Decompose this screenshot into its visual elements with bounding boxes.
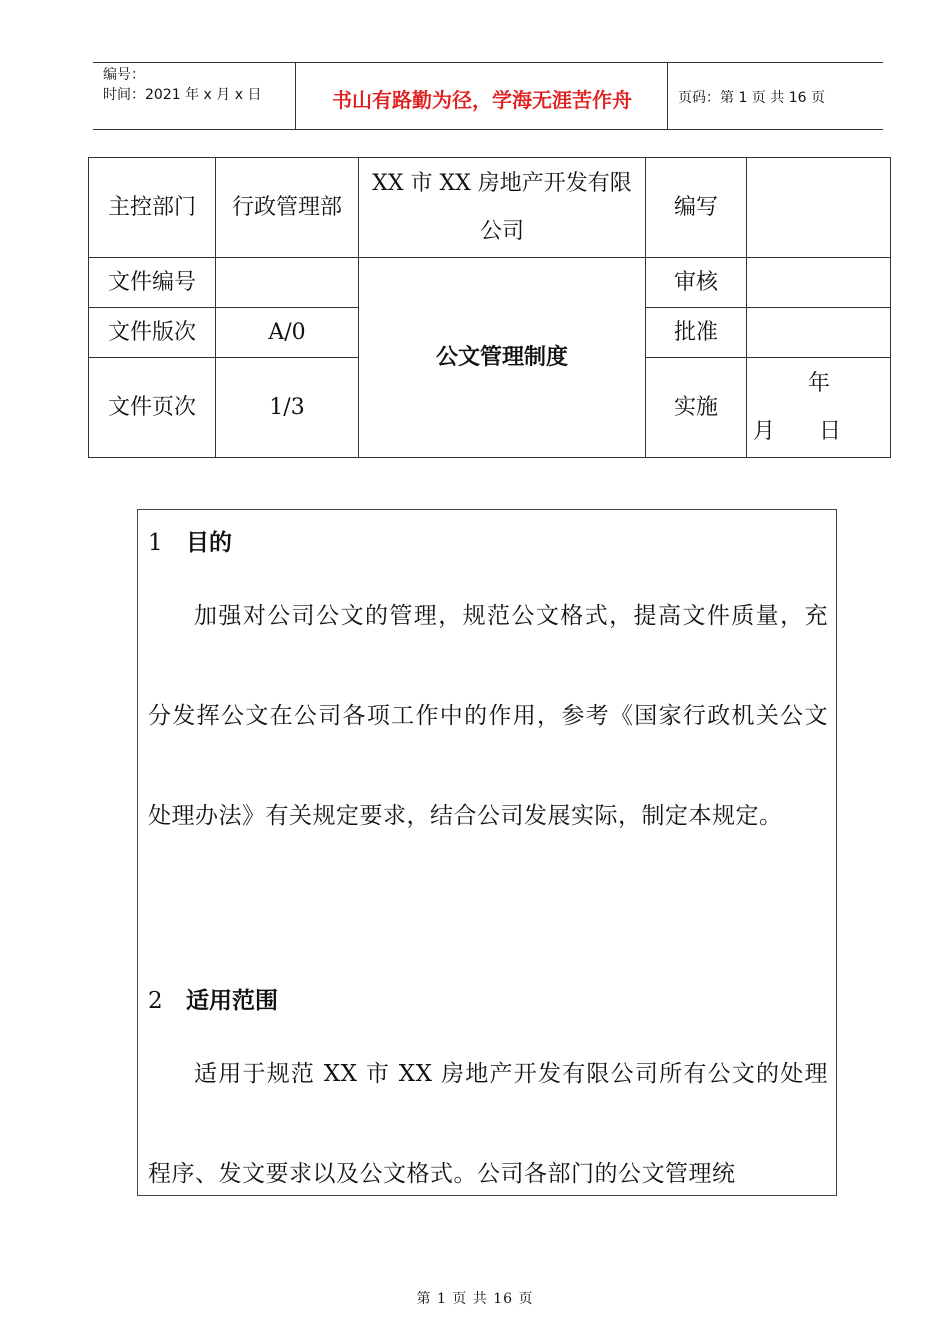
section-1-number: 1	[148, 530, 163, 556]
header-top-rule	[93, 62, 883, 63]
version-label: 文件版次	[89, 308, 216, 358]
section-2-heading	[148, 982, 278, 1015]
approve-value	[747, 308, 891, 358]
content-box	[137, 509, 837, 1196]
header-page-info: 页码：第 1 页 共 16 页	[678, 90, 825, 106]
section-1-heading	[148, 524, 232, 557]
page-label: 文件页次	[89, 358, 216, 458]
header-time-label: 时间：2021 年 x 月 x 日	[103, 87, 262, 103]
footer-page-number: 第 1 页 共 16 页	[416, 1291, 534, 1307]
header-number-label: 编号：	[103, 67, 145, 83]
section-2-number: 2	[148, 988, 163, 1014]
company-name: XX 市 XX 房地产开发有限公司	[359, 158, 646, 258]
doc-title: 公文管理制度	[359, 258, 646, 458]
implement-date-year: 年	[807, 370, 830, 396]
doc-no-value	[216, 258, 359, 308]
document-info-table	[88, 157, 891, 458]
review-value	[747, 258, 891, 308]
header-bottom-rule	[93, 129, 883, 130]
implement-date	[747, 358, 891, 458]
header-meta	[103, 65, 261, 105]
section-1-title: 目的	[186, 530, 232, 556]
author-value	[747, 158, 891, 258]
author-label: 编写	[646, 158, 747, 258]
section-1-text: 加强对公司公文的管理，规范公文格式，提高文件质量，充分发挥公文在公司各项工作中的作用，参考《国家行政机关公文处理办法》有关规定要求，结合公司发展实际，制定本规定。	[148, 603, 828, 829]
section-2-text: 适用于规范 XX 市 XX 房地产开发有限公司所有公文的处理程序、发文要求以及公文格式。公司各部门的公文管理统	[148, 1061, 828, 1187]
dept-value: 行政管理部	[216, 158, 359, 258]
page-value: 1/3	[216, 358, 359, 458]
approve-label: 批准	[646, 308, 747, 358]
header-motto: 书山有路勤为径，学海无涯苦作舟	[332, 88, 632, 112]
dept-label: 主控部门	[89, 158, 216, 258]
implement-date-month-day: 月 日	[753, 418, 842, 444]
version-value: A/0	[216, 308, 359, 358]
implement-label: 实施	[646, 358, 747, 458]
doc-no-label: 文件编号	[89, 258, 216, 308]
review-label: 审核	[646, 258, 747, 308]
section-2-title: 适用范围	[186, 988, 278, 1014]
